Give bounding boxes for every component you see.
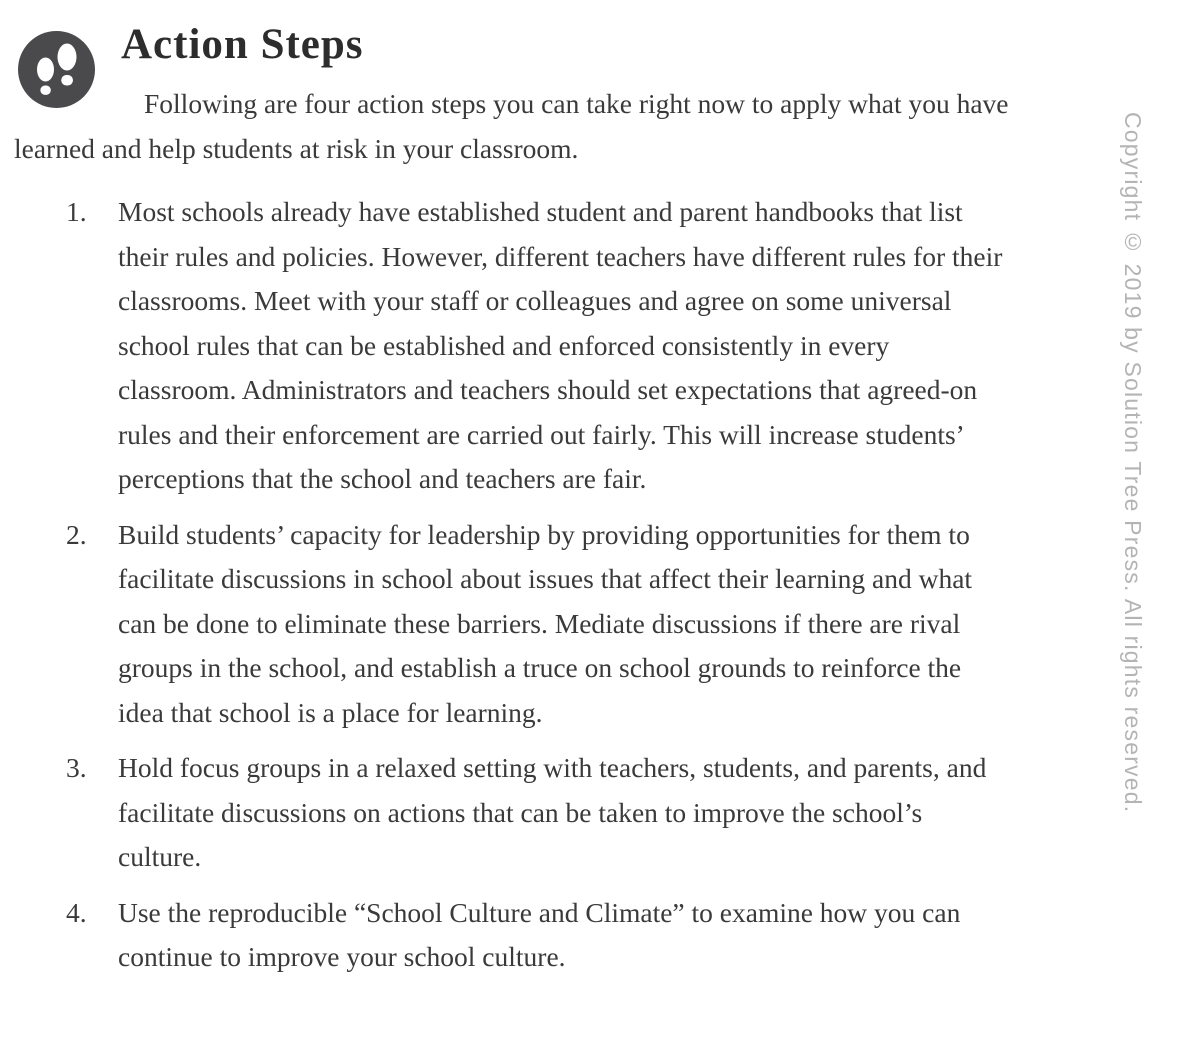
list-item-text: Build students’ capacity for leadership by providing opportunities for them to facilitate discussions in school about issues that affect their learning and what can be done to eliminate these barriers. Mediate discussions if there are rival groups in the school, and establish a truce on school grounds to reinforce the idea that school is a place for learning. [118, 518, 973, 728]
list-item-number: 4. [66, 896, 87, 928]
copyright-sidebar: Copyright © 2019 by Solution Tree Press. All rights reserved. [1120, 112, 1146, 814]
list-item [66, 190, 1066, 502]
list-item-number: 2. [66, 518, 87, 550]
list-item-number: 3. [66, 752, 87, 783]
intro-paragraph: Following are four action steps you can take right now to apply what you have learned and help students at risk in your classroom. [14, 88, 1009, 164]
list-item-number: 1. [66, 196, 87, 227]
action-steps-list [66, 190, 1066, 991]
page-title: Action Steps [121, 21, 364, 68]
list-item [66, 513, 1066, 736]
list-item [66, 746, 1066, 880]
list-item-text: Hold focus groups in a relaxed setting with teachers, students, and parents, and facilitate discussions on actions that can be taken to improve the school’s culture. [118, 752, 987, 872]
list-item-text: Use the reproducible “School Culture and Climate” to examine how you can continue to improve your school culture. [118, 896, 961, 972]
list-item-text: Most schools already have established student and parent handbooks that list their rules and policies. However, different teachers have different rules for their classrooms. Meet with your staff or colleagues and agree on some universal school rules that can be established and enforced consistently in every classroom. Administrators and teachers should set expectations that agreed-on rules and their enforcement are carried out fairly. This will increase students’ perceptions that the school and teachers are fair. [118, 196, 1003, 494]
list-item [66, 891, 1066, 980]
